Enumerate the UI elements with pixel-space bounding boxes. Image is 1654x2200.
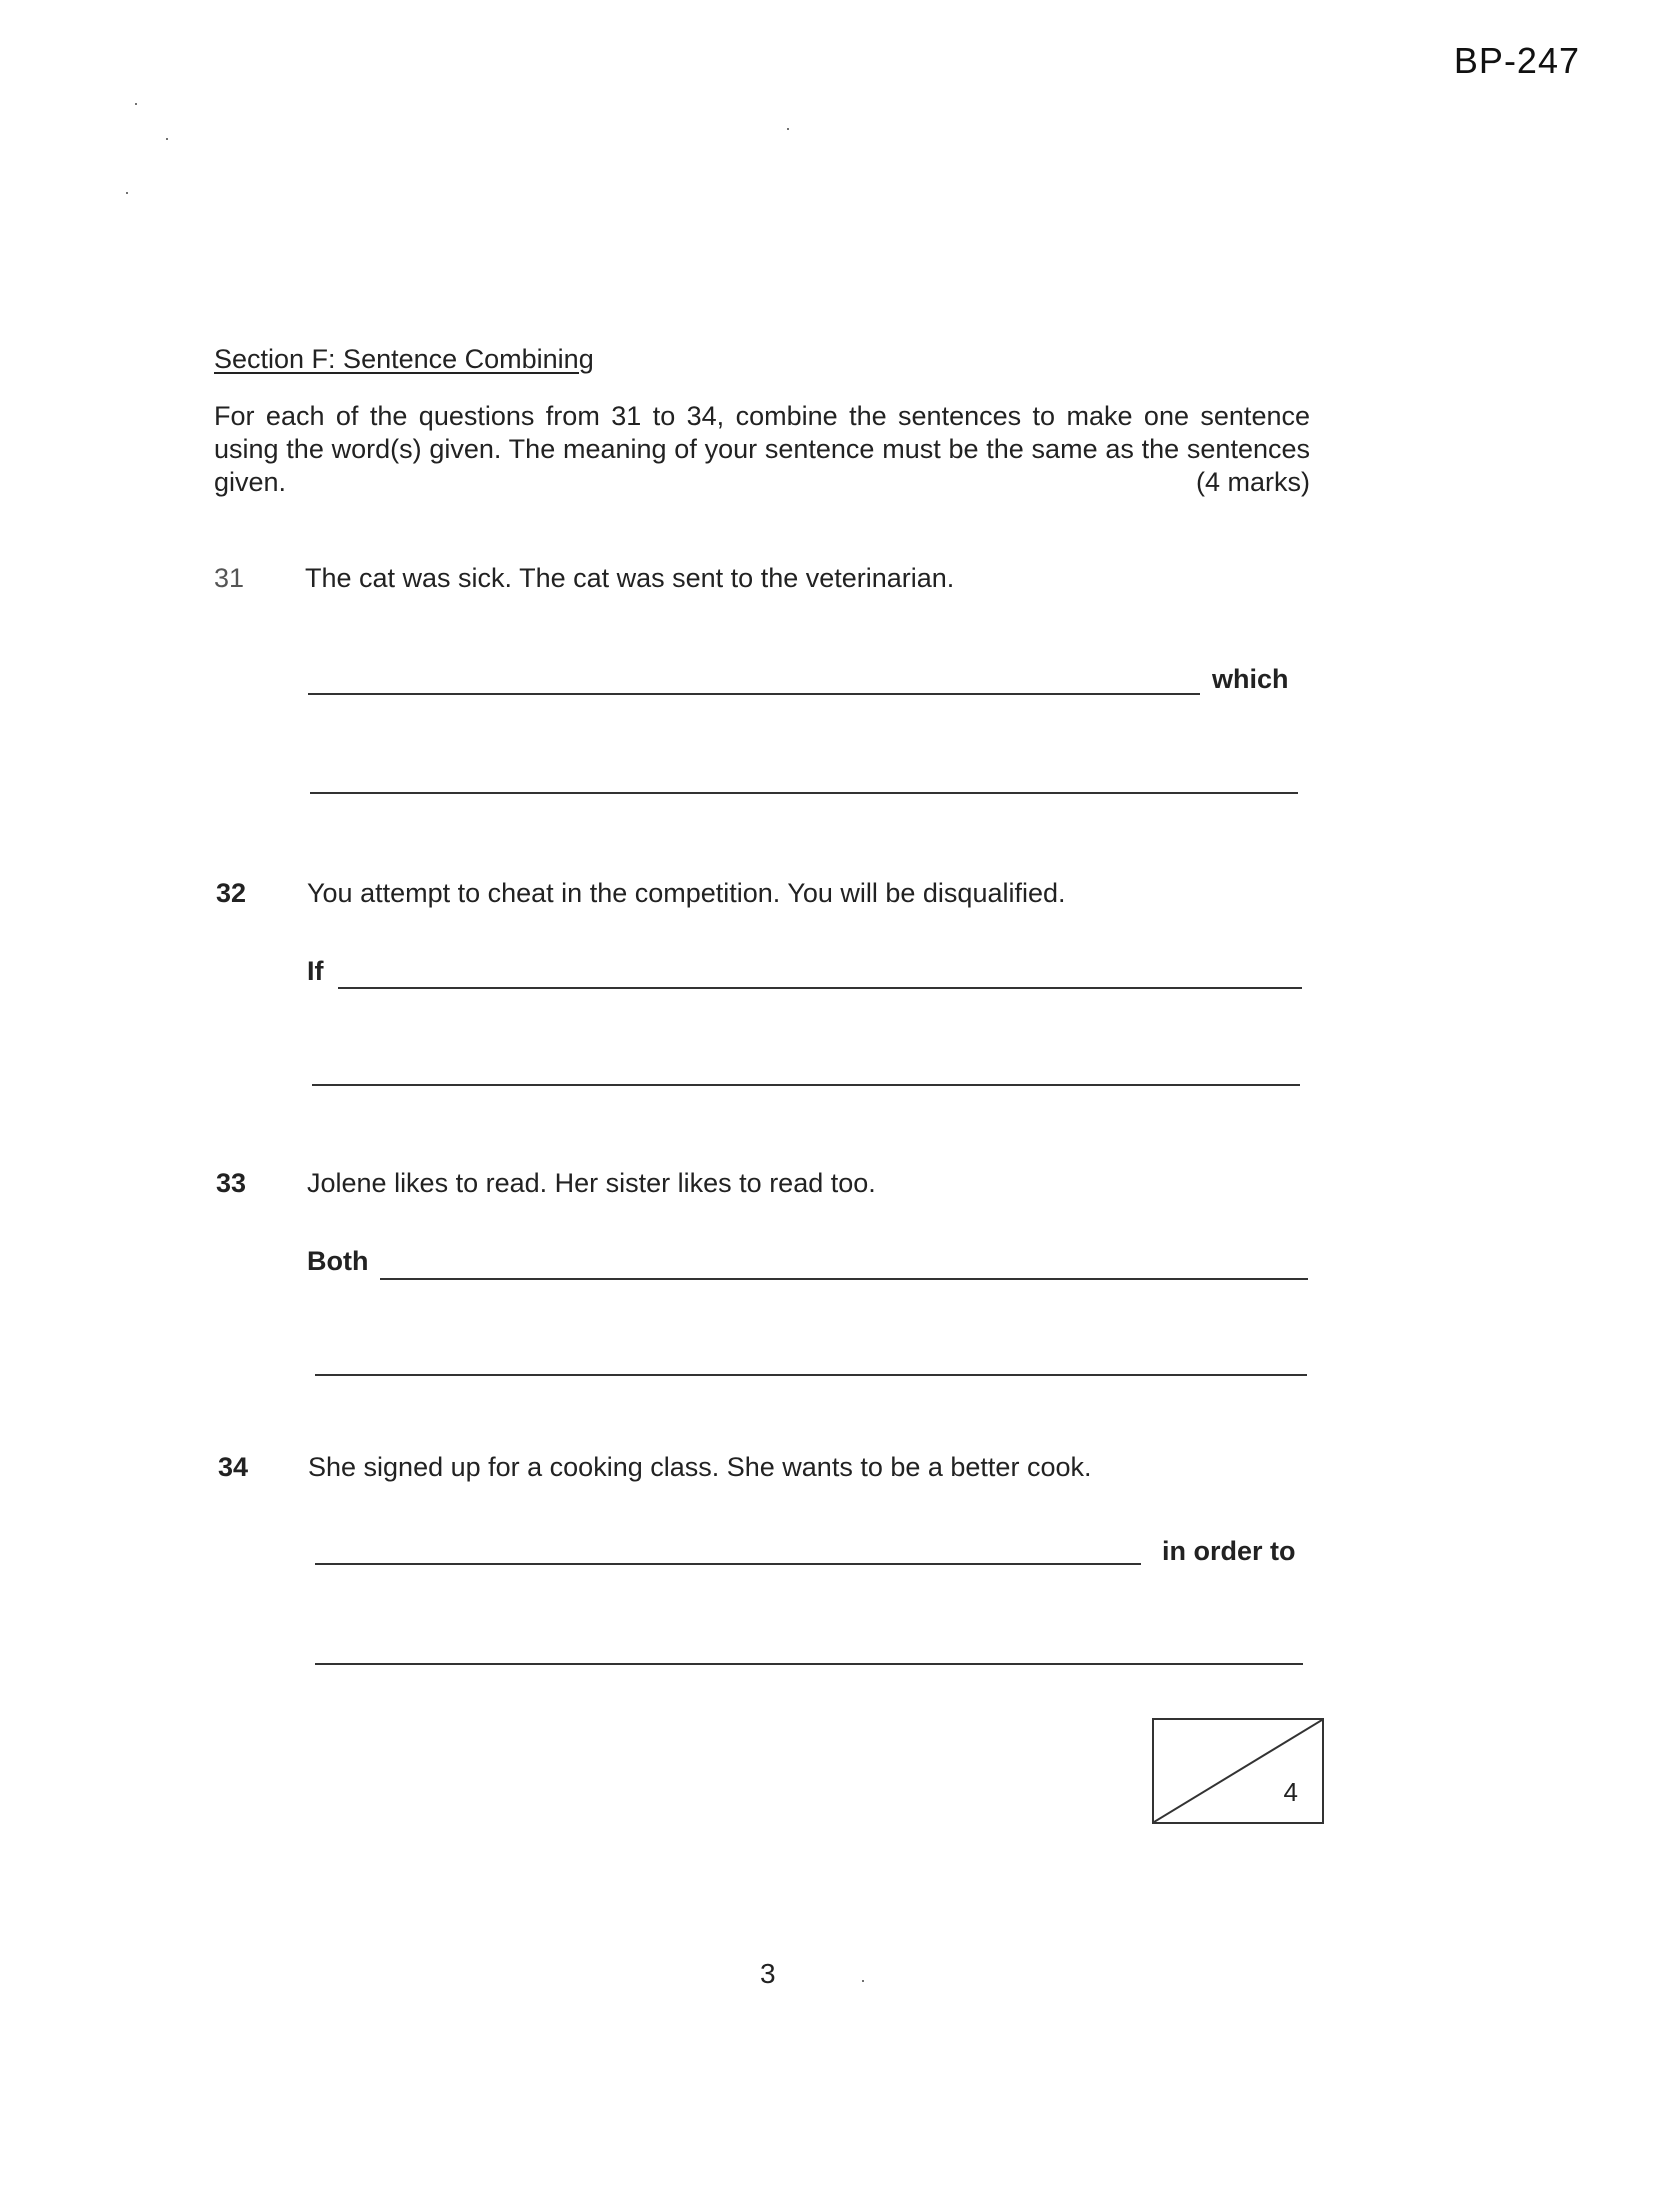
answer-line[interactable] [315, 1374, 1307, 1376]
prompt-word: Both [307, 1246, 369, 1276]
answer-line[interactable] [315, 1663, 1303, 1665]
score-box [1152, 1718, 1324, 1824]
question-number: 31 [214, 563, 245, 593]
page-number: 3 [760, 1958, 776, 1989]
prompt-word: in order to [1162, 1536, 1296, 1566]
question-number: 33 [216, 1168, 247, 1198]
prompt-word: If [307, 956, 324, 986]
document-code: BP-247 [1453, 40, 1580, 81]
instructions-text: For each of the questions from 31 to 34, combine the sentences to make one sentence using the word(s) given. The meaning of your sentence must be the same as the sentences given. [214, 401, 1310, 497]
max-score: 4 [1283, 1777, 1298, 1807]
scan-speck [787, 128, 789, 130]
question-number: 32 [216, 878, 247, 908]
section-heading: Section F: Sentence Combining [214, 344, 594, 374]
scan-speck [166, 138, 168, 140]
question-text: You attempt to cheat in the competition. You will be disqualified. [307, 878, 1066, 908]
answer-line[interactable] [310, 792, 1298, 794]
prompt-word: which [1212, 664, 1289, 694]
answer-line[interactable] [308, 693, 1200, 695]
question-number: 34 [218, 1452, 249, 1482]
answer-line[interactable] [315, 1563, 1141, 1565]
scan-speck [135, 103, 137, 105]
question-text: She signed up for a cooking class. She wants to be a better cook. [308, 1452, 1092, 1482]
scan-speck [862, 1980, 864, 1982]
answer-line[interactable] [338, 987, 1302, 989]
instructions [214, 400, 1310, 499]
marks-label: (4 marks) [1196, 467, 1310, 497]
answer-line[interactable] [380, 1278, 1308, 1280]
scan-speck [126, 192, 128, 194]
question-text: Jolene likes to read. Her sister likes to read too. [307, 1168, 876, 1198]
answer-line[interactable] [312, 1084, 1300, 1086]
question-text: The cat was sick. The cat was sent to the veterinarian. [305, 563, 955, 593]
